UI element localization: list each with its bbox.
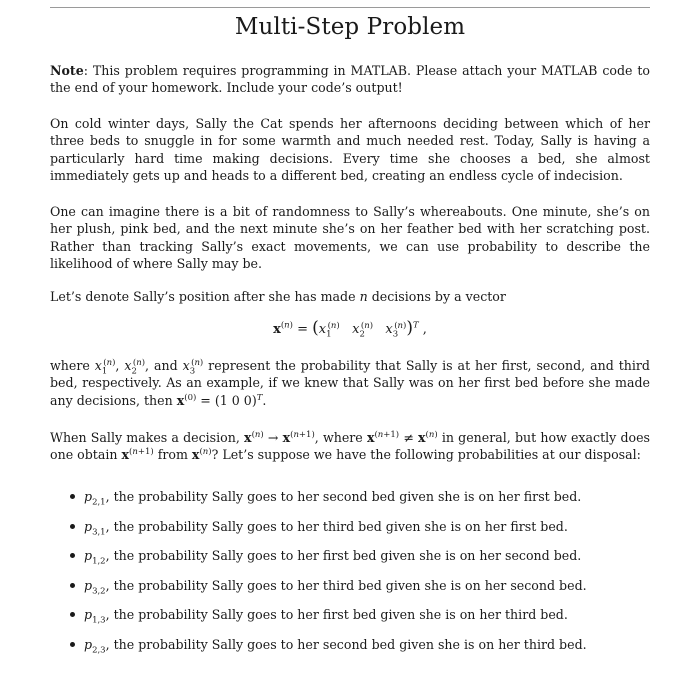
note-paragraph — [50, 62, 650, 97]
list-item: $p_{2,1}$, the probability Sally goes to her second bed given she is on her first bed. — [70, 488, 650, 518]
bullet-icon — [70, 524, 75, 529]
position-vector-equation: $x^{(n)} = (x_1^{(n)}$ $x_2^{(n)}$ $x_3^{(n)})^T$ , — [273, 318, 427, 340]
note-text: : This problem requires programming in MATLAB. Please attach your MATLAB code to the end of your homework. Include your code’s output! — [50, 63, 650, 96]
bullet-icon — [70, 494, 75, 499]
probability-list — [70, 488, 650, 665]
list-item: $p_{3,1}$, the probability Sally goes to her third bed given she is on her first bed. — [70, 518, 650, 548]
page-title: Multi-Step Problem — [234, 14, 466, 40]
note-label: Note — [50, 63, 84, 78]
intro-paragraph: On cold winter days, Sally the Cat spends her afternoons deciding between which of her three beds to snuggle in for some warmth and much needed rest. Today, Sally is having a particularly hard time making decisions. Every time she chooses a bed, she almost immediately gets up and heads to a different bed, creating an endless cycle of indecision. — [50, 116, 650, 184]
bullet-icon — [70, 642, 75, 647]
bullet-icon — [70, 612, 75, 617]
top-rule — [50, 7, 650, 8]
bullet-icon — [70, 553, 75, 558]
transition-paragraph: When Sally makes a decision, $x^{(n)} \to x^{(n+1)}$, where $x^{(n+1)} \ne x^{(n)}$ in general, but how exactly does one obtain $x^{(n+1)}$ from $x^{(n)}$? Let’s suppose we have the following probabilities at our disposal: — [50, 429, 651, 463]
list-item: $p_{1,2}$, the probability Sally goes to her first bed given she is on her second bed. — [70, 547, 650, 577]
bullet-icon — [70, 583, 75, 588]
position-paragraph: Let’s denote Sally’s position after she has made n decisions by a vector — [50, 289, 506, 304]
randomness-paragraph: One can imagine there is a bit of randomness to Sally’s whereabouts. One minute, she’s on her plush, pink bed, and the next minute she’s on her feather bed with her scratching post. Rather than tracking Sally’s exact movements, we can use probability to describe the likelihood of where Sally may be. — [50, 204, 650, 272]
list-item: $p_{3,2}$, the probability Sally goes to her third bed given she is on her second bed. — [70, 577, 650, 607]
example-paragraph: where $x_1^{(n)}$, $x_2^{(n)}$, and $x_3^{(n)}$ represent the probability that Sally is at her first, second, and third bed, respectively. As an example, if we knew that Sally was on her first bed before she made any decisions, then $x^{(0)} = (1$ 0 0)$^T$. — [50, 357, 650, 408]
list-item: $p_{1,3}$, the probability Sally goes to her first bed given she is on her third bed. — [70, 606, 650, 636]
list-item: $p_{2,3}$, the probability Sally goes to her second bed given she is on her third bed. — [70, 636, 650, 666]
